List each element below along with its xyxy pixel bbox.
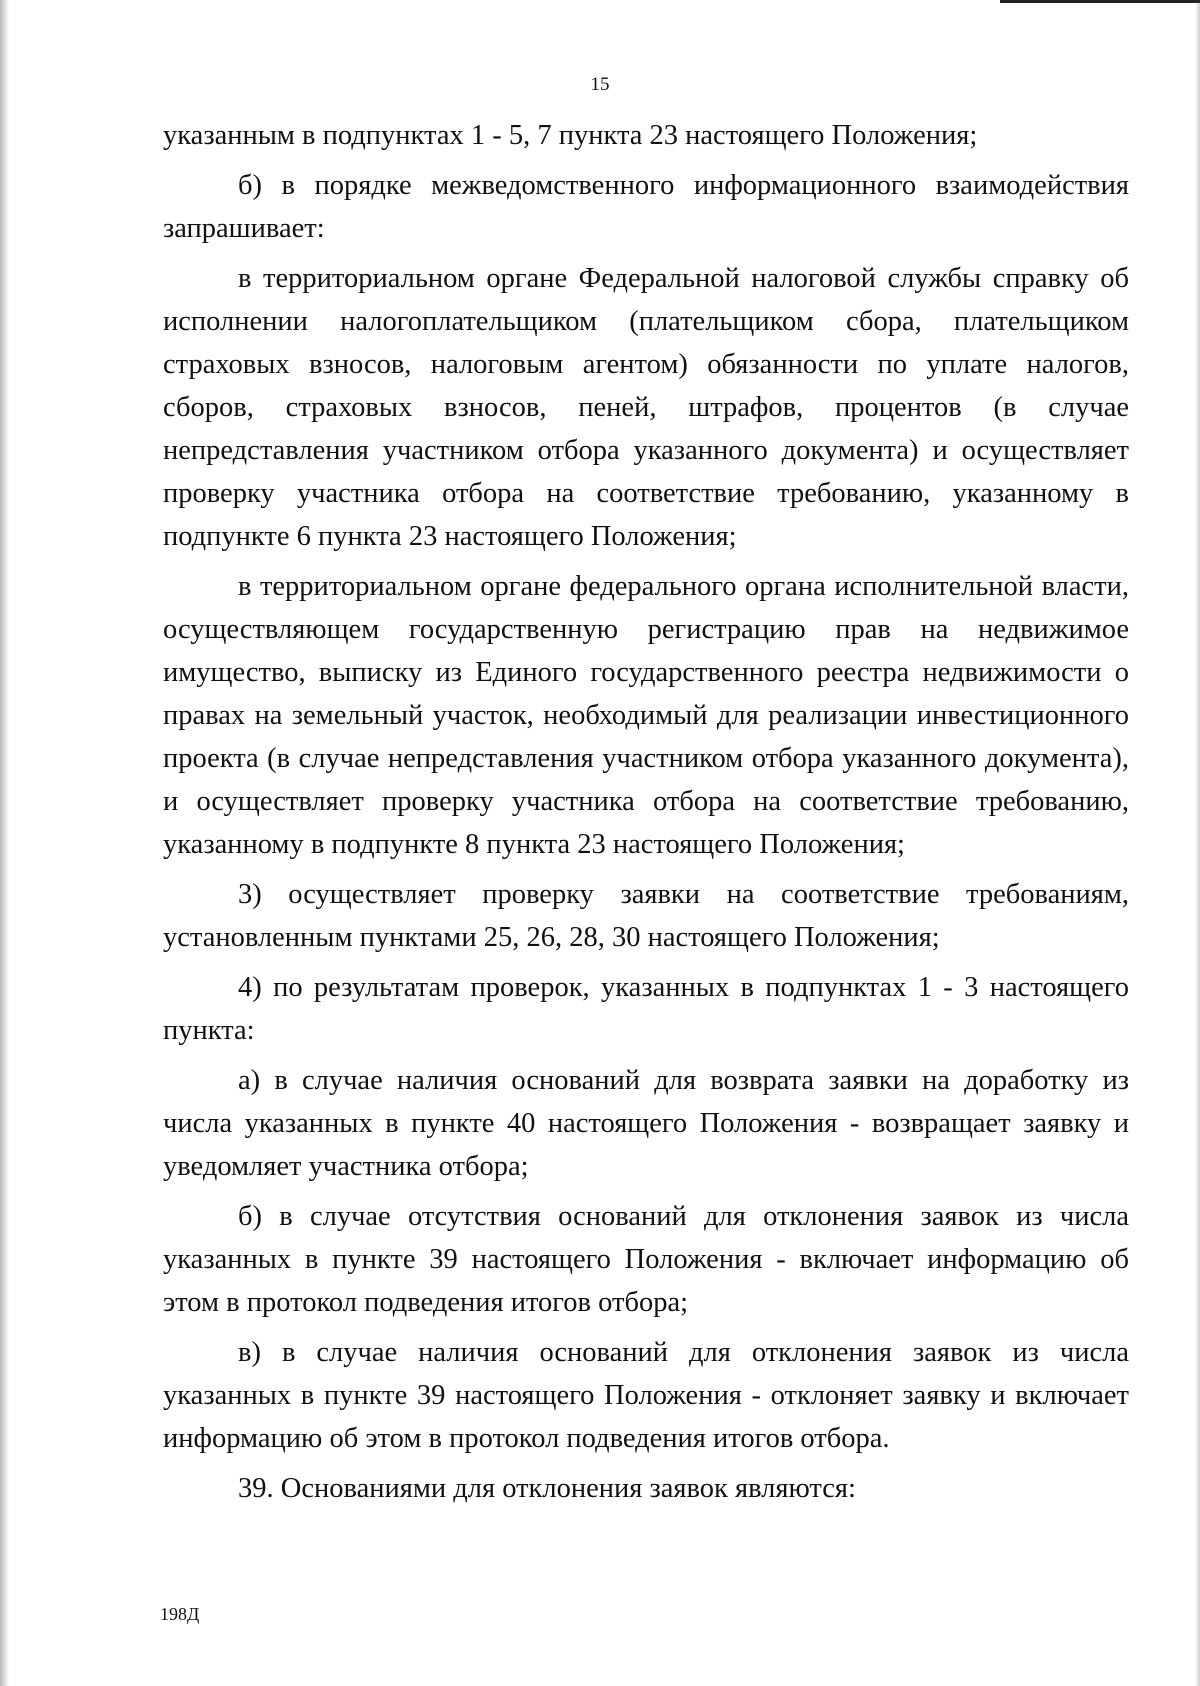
paragraph-tax-service-request: в территориальном органе Федеральной налоговой службы справку об исполнении налогоплательщиком (плательщиком сбора, плательщиком страховых взносов, налоговым агентом) обязанности по уплате налогов, сборов, страховых взносов, пеней, штрафов, процентов (в случае непредставления участником отбора указанного документа) и осуществляет проверку участника отбора на соответствие требованию, указанному в подпункте 6 пункта 23 настоящего Положения; — [163, 263, 1129, 552]
footer-document-code: 198Д — [160, 1604, 200, 1624]
paragraph-item-4v: в) в случае наличия оснований для отклонения заявок из числа указанных в пункте 39 настоящего Положения - отклоняет заявку и включает информацию об этом в протокол подведения итогов отбора. — [163, 1337, 1129, 1454]
paragraph-registry-request: в территориальном органе федерального органа исполнительной власти, осуществляющем государственную регистрацию прав на недвижимое имущество, выписку из Единого государственного реестра недвижимости о правах на земельный участок, необходимый для реализации инвестиционного проекта (в случае непредставления участником отбора указанного документа), и осуществляет проверку участника отбора на соответствие требованию, указанному в подпункте 8 пункта 23 настоящего Положения; — [163, 571, 1129, 860]
document-body — [163, 114, 1129, 1517]
page-number: 15 — [590, 74, 610, 95]
paragraph-continuation: указанным в подпунктах 1 - 5, 7 пункта 23 настоящего Положения; — [163, 120, 978, 151]
paragraph-subitem-b: б) в порядке межведомственного информационного взаимодействия запрашивает: — [163, 170, 1129, 244]
paragraph-item-4a: а) в случае наличия оснований для возврата заявки на доработку из числа указанных в пункте 40 настоящего Положения - возвращает заявку и уведомляет участника отбора; — [163, 1065, 1129, 1182]
paragraph-item-3: 3) осуществляет проверку заявки на соответствие требованиям, установленным пунктами 25, 26, 28, 30 настоящего Положения; — [163, 879, 1129, 953]
scan-edge-left — [0, 0, 9, 1686]
paragraph-item-4: 4) по результатам проверок, указанных в подпунктах 1 - 3 настоящего пункта: — [163, 972, 1129, 1046]
scan-edge-right — [1195, 0, 1200, 1686]
paragraph-section-39: 39. Основаниями для отклонения заявок являются: — [238, 1473, 856, 1504]
paragraph-item-4b: б) в случае отсутствия оснований для отклонения заявок из числа указанных в пункте 39 настоящего Положения - включает информацию об этом в протокол подведения итогов отбора; — [163, 1201, 1129, 1318]
scan-edge-top — [1000, 0, 1200, 3]
